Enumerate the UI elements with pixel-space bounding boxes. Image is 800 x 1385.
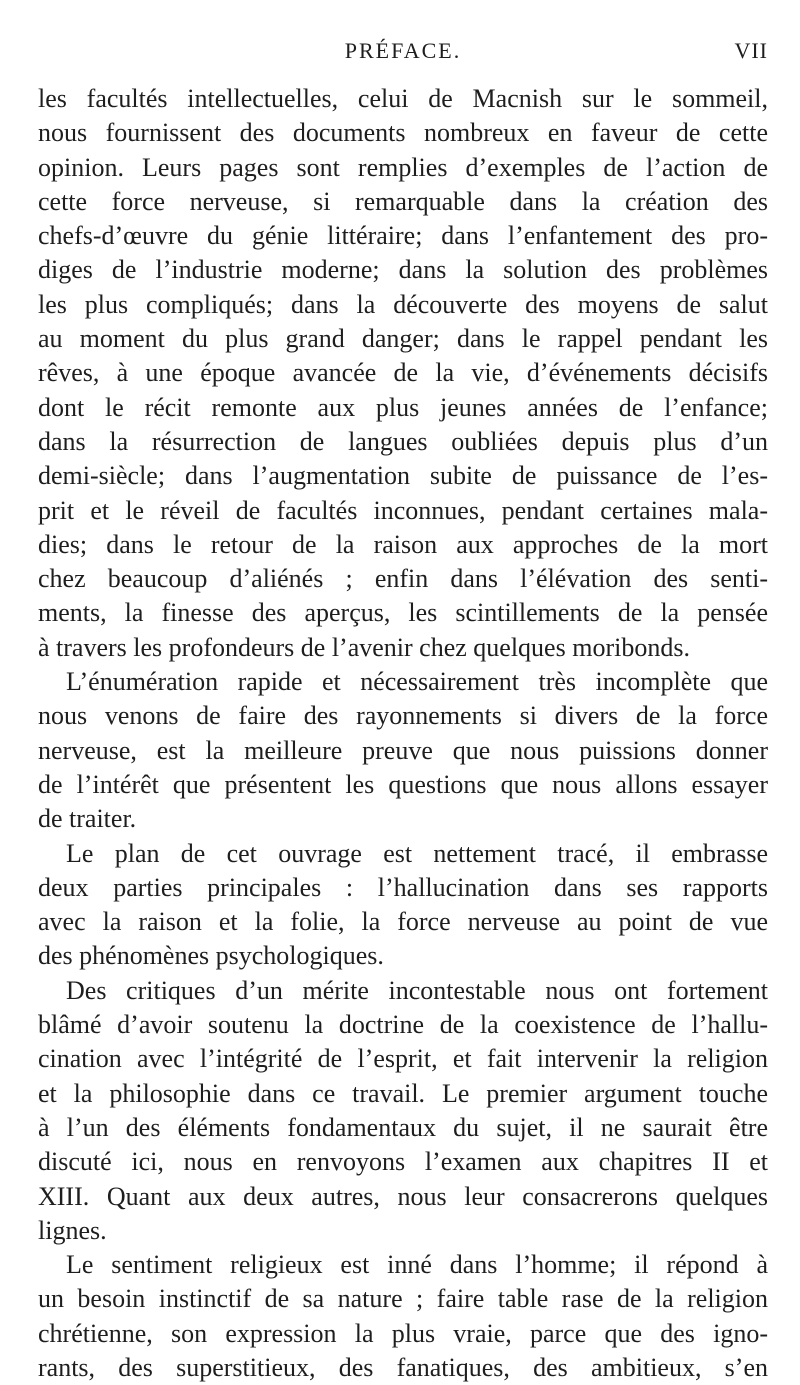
text-line: diges de l’industrie moderne; dans la solution des problèmes	[38, 255, 768, 285]
text-line: cette force nerveuse, si remarquable dans la création des	[38, 186, 768, 216]
text-line: demi-siècle; dans l’augmentation subite de puissance de l’es-	[38, 461, 768, 491]
text-line: rants, des superstitieux, des fanatiques, des ambitieux, s’en	[38, 1352, 768, 1382]
running-head	[38, 38, 768, 68]
book-page	[38, 0, 768, 1382]
text-line: blâmé d’avoir soutenu la doctrine de la coexistence de l’hallu-	[38, 1010, 768, 1040]
text-line: opinion. Leurs pages sont remplies d’exemples de l’action de	[38, 152, 768, 182]
text-line: avec la raison et la folie, la force nerveuse au point de vue	[38, 907, 768, 937]
text-line: discuté ici, nous en renvoyons l’examen aux chapitres II et	[38, 1147, 768, 1177]
text-line: lignes.	[38, 1215, 107, 1245]
text-line: rêves, à une époque avancée de la vie, d’événements décisifs	[38, 358, 768, 388]
text-line: L’énumération rapide et nécessairement très incomplète que	[66, 667, 768, 697]
text-line: Le plan de cet ouvrage est nettement tracé, il embrasse	[66, 838, 768, 868]
text-line: Des critiques d’un mérite incontestable nous ont fortement	[66, 975, 768, 1005]
text-line: chefs-d’œuvre du génie littéraire; dans l’enfantement des pro-	[38, 221, 768, 251]
body-text	[38, 82, 768, 1385]
text-line: un besoin instinctif de sa nature ; faire table rase de la religion	[38, 1284, 768, 1314]
page-number: VII	[734, 38, 768, 63]
text-line: chrétienne, son expression la plus vraie, parce que des igno-	[38, 1318, 768, 1348]
text-line: XIII. Quant aux deux autres, nous leur consacrerons quelques	[38, 1181, 768, 1211]
text-line: dies; dans le retour de la raison aux approches de la mort	[38, 529, 768, 559]
text-line: nerveuse, est la meilleure preuve que nous puissions donner	[38, 735, 768, 765]
running-title: PRÉFACE.	[344, 38, 462, 63]
text-line: à l’un des éléments fondamentaux du sujet, il ne saurait être	[38, 1112, 768, 1142]
text-line: chez beaucoup d’aliénés ; enfin dans l’élévation des senti-	[38, 564, 768, 594]
text-line: ments, la finesse des aperçus, les scintillements de la pensée	[38, 598, 768, 628]
text-line: au moment du plus grand danger; dans le rappel pendant les	[38, 324, 768, 354]
text-line: nous venons de faire des rayonnements si divers de la force	[38, 701, 768, 731]
text-line: dans la résurrection de langues oubliées depuis plus d’un	[38, 426, 768, 456]
text-line: deux parties principales : l’hallucination dans ses rapports	[38, 872, 768, 902]
text-line: des phénomènes psychologiques.	[38, 941, 384, 971]
text-line: de traiter.	[38, 804, 137, 834]
text-line: nous fournissent des documents nombreux en faveur de cette	[38, 118, 768, 148]
text-line: Le sentiment religieux est inné dans l’homme; il répond à	[66, 1250, 768, 1280]
text-line: et la philosophie dans ce travail. Le premier argument touche	[38, 1078, 768, 1108]
text-line: prit et le réveil de facultés inconnues, pendant certaines mala-	[38, 495, 768, 525]
text-line: à travers les profondeurs de l’avenir chez quelques moribonds.	[38, 632, 690, 662]
text-line: les plus compliqués; dans la découverte des moyens de salut	[38, 289, 768, 319]
text-line: dont le récit remonte aux plus jeunes années de l’enfance;	[38, 392, 768, 422]
text-line: de l’intérêt que présentent les questions que nous allons essayer	[38, 769, 768, 799]
text-line: les facultés intellectuelles, celui de Macnish sur le sommeil,	[38, 84, 768, 113]
text-line: cination avec l’intégrité de l’esprit, et fait intervenir la religion	[38, 1044, 768, 1074]
